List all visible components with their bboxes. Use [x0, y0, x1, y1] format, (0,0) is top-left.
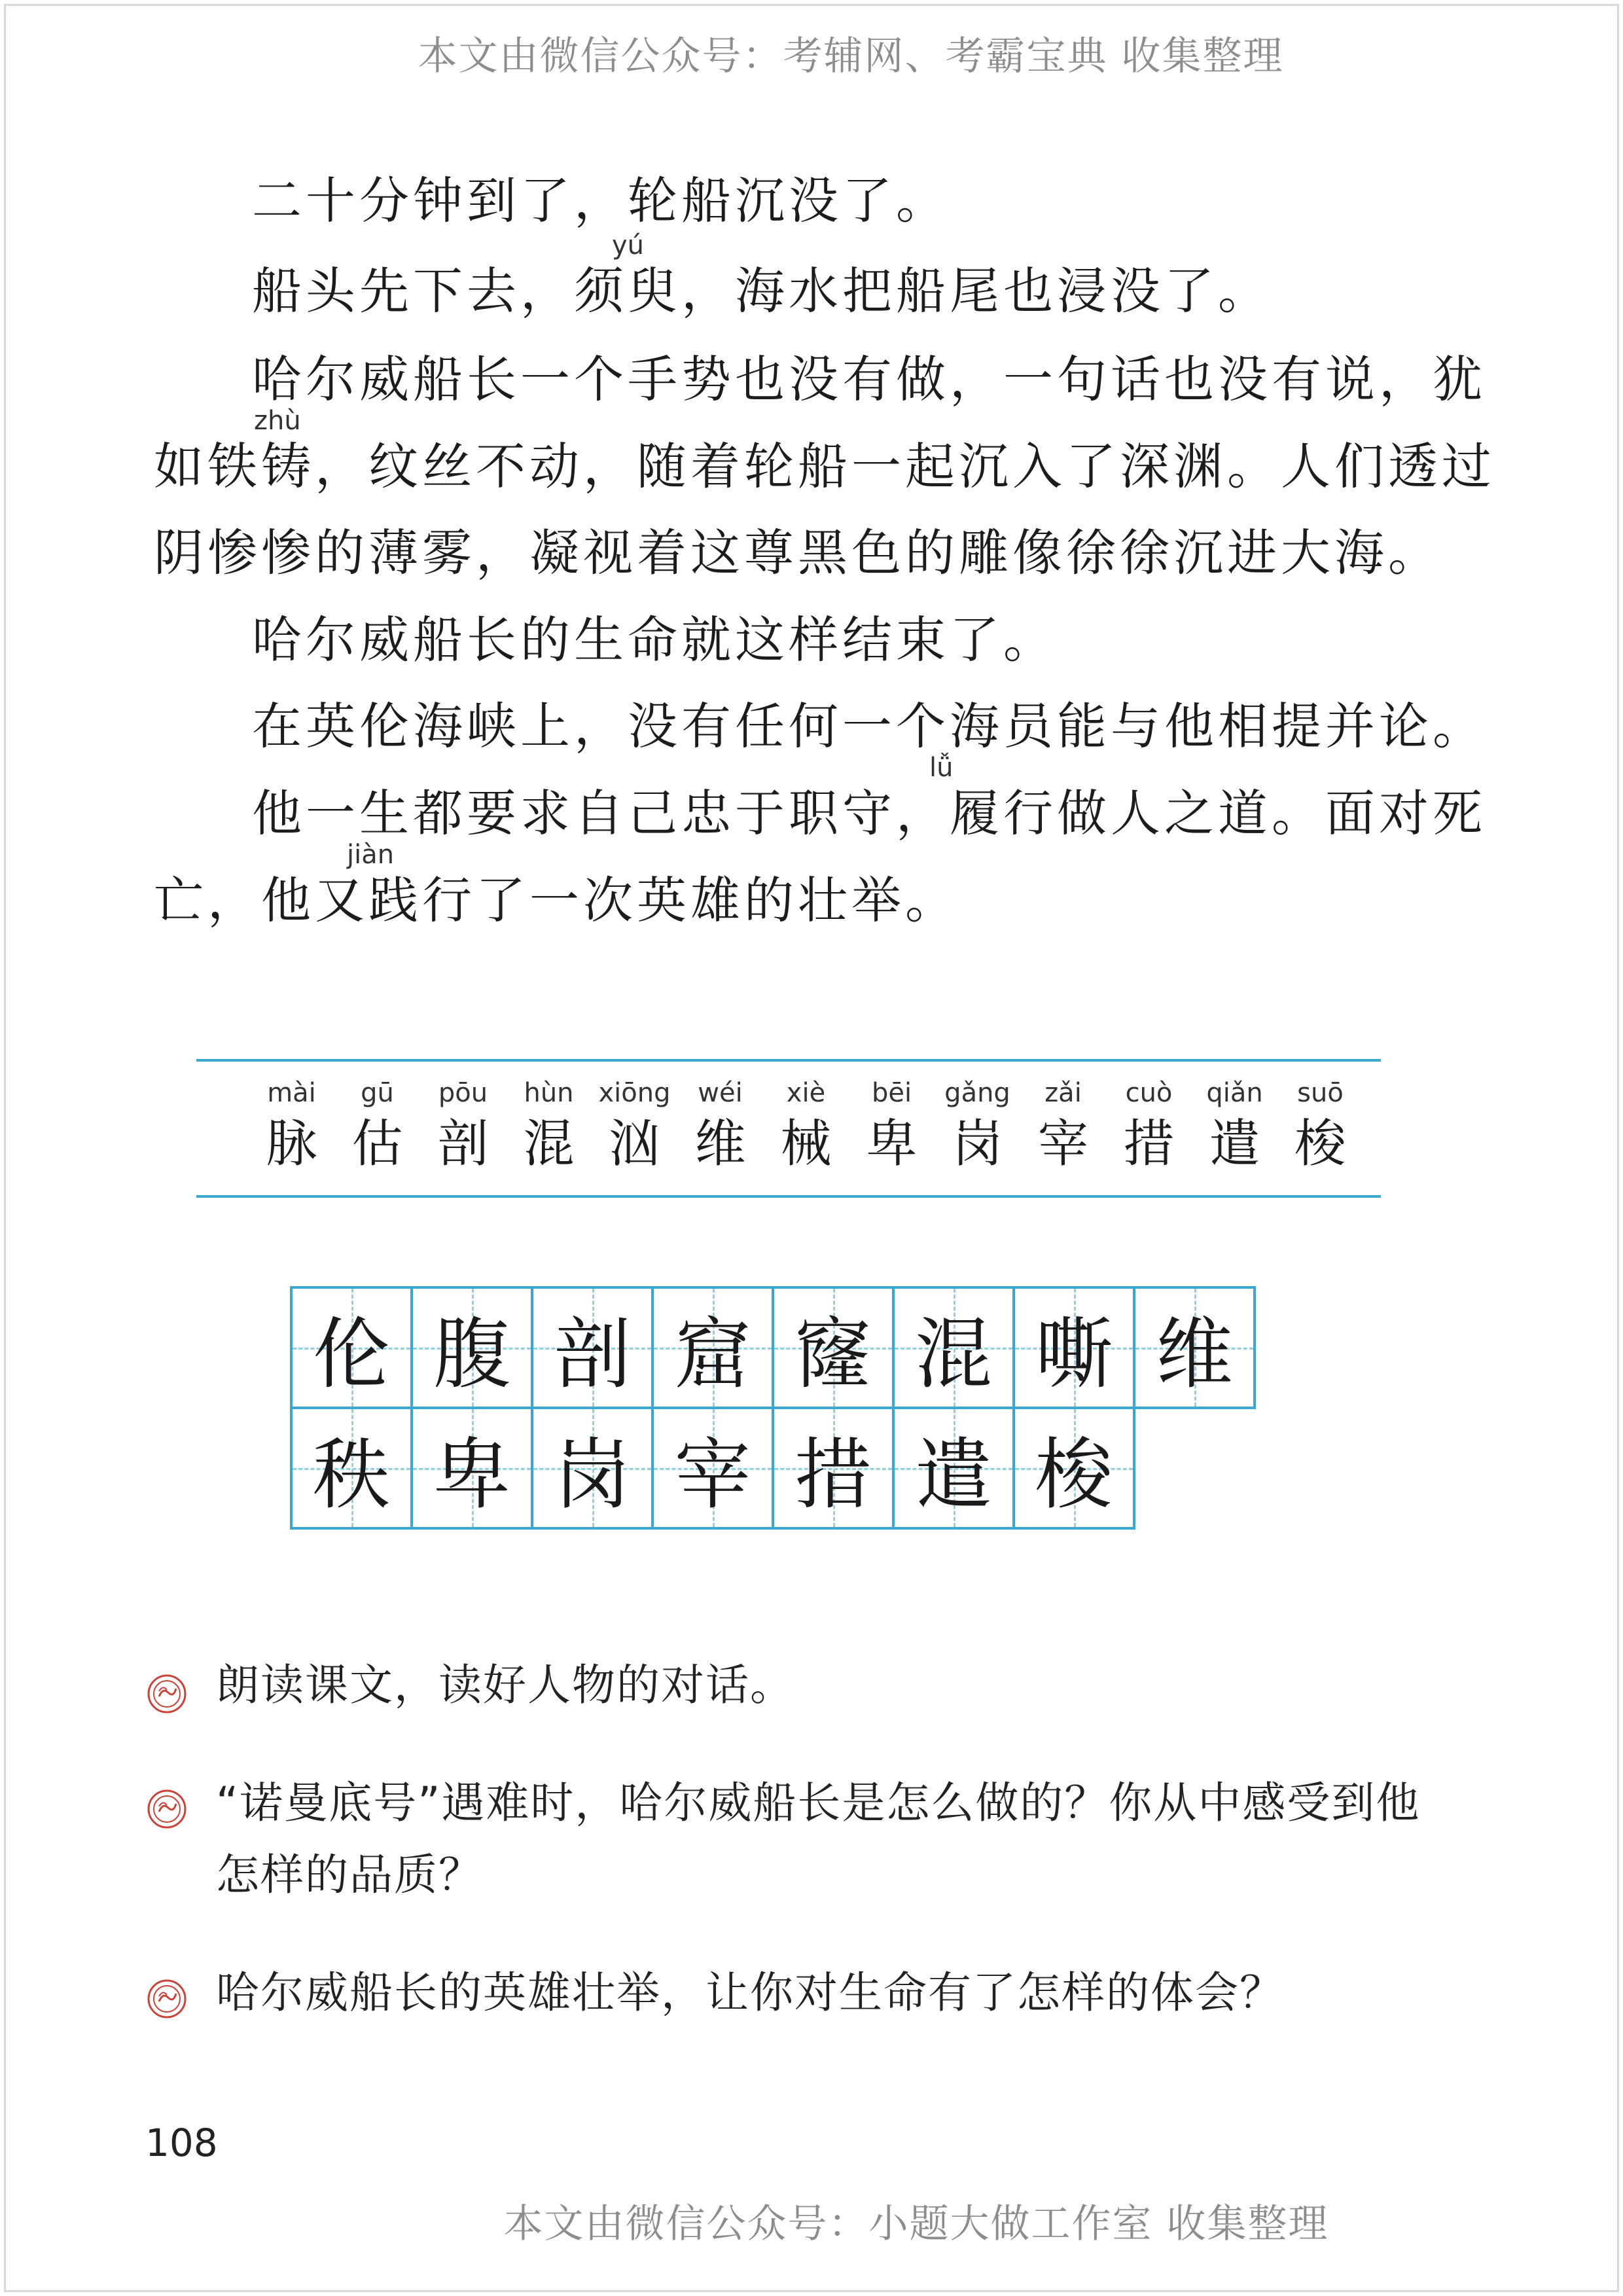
grid-cell: 伦: [290, 1286, 413, 1409]
pinyin-jian: jiàn: [347, 840, 395, 870]
text-line-3: 哈尔威船长一个手势也没有做，一句话也没有说，犹: [252, 350, 1486, 408]
grid-cell: 腹: [410, 1286, 533, 1409]
text-line-2: 船头先下去，须臾，海水把船尾也浸没了。: [252, 262, 1272, 320]
vocab-item: xiè 械: [780, 1078, 832, 1174]
grid-cell: 维: [1133, 1286, 1256, 1409]
grid-cell: 岗: [531, 1407, 654, 1530]
vocab-bottom-rule: [196, 1195, 1381, 1198]
vocab-item: pōu 剖: [437, 1078, 489, 1174]
vocab-list: [249, 1073, 1363, 1175]
grid-cell: 卑: [410, 1407, 533, 1530]
grid-cell: 嘶: [1012, 1286, 1135, 1409]
question-bullet-icon: [146, 1673, 188, 1715]
grid-cell: 秩: [290, 1407, 413, 1530]
grid-cell: 梭: [1012, 1407, 1135, 1530]
writing-grid-row-2: [290, 1407, 1135, 1530]
grid-cell: 窿: [772, 1286, 895, 1409]
vocab-item: wéi 维: [694, 1078, 746, 1174]
pinyin-lv: lǚ: [929, 753, 954, 783]
vocab-item: gǎng 岗: [944, 1078, 1010, 1174]
vocab-item: mài 脉: [266, 1078, 317, 1174]
page-number: 108: [145, 2121, 218, 2165]
grid-cell: 措: [772, 1407, 895, 1530]
vocab-item: gū 估: [351, 1078, 403, 1174]
text-line-4: 如铁铸，纹丝不动，随着轮船一起沉入了深渊。人们透过: [154, 437, 1495, 495]
writing-grid-row-1: [290, 1286, 1256, 1409]
text-line-6: 哈尔威船长的生命就这样结束了。: [252, 611, 1057, 669]
question-bullet-icon: [146, 1978, 188, 2020]
vocab-item: cuò 措: [1123, 1078, 1175, 1174]
vocab-item: xiōng 汹: [598, 1078, 671, 1174]
text-line-1: 二十分钟到了，轮船沉没了。: [252, 171, 950, 230]
text-line-9: 亡，他又践行了一次英雄的壮举。: [154, 871, 959, 929]
text-line-5: 阴惨惨的薄雾，凝视着这尊黑色的雕像徐徐沉进大海。: [154, 524, 1442, 582]
vocab-item: suō 梭: [1294, 1078, 1346, 1174]
vocab-item: zǎi 宰: [1037, 1078, 1089, 1174]
vocab-top-rule: [196, 1059, 1381, 1062]
grid-cell: 混: [892, 1286, 1015, 1409]
vocab-item: bēi 卑: [866, 1078, 918, 1174]
text-line-8: 他一生都要求自己忠于职守，履行做人之道。面对死: [252, 784, 1486, 842]
vocab-item: hùn 混: [523, 1078, 575, 1174]
pinyin-zhu: zhù: [254, 406, 301, 436]
grid-cell: 剖: [531, 1286, 654, 1409]
grid-cell: 窟: [651, 1286, 774, 1409]
question-1: 朗读课文，读好人物的对话。: [216, 1660, 794, 1710]
watermark-top: 本文由微信公众号：考辅网、考霸宝典 收集整理: [418, 33, 1284, 79]
question-2: “诺曼底号”遇难时，哈尔威船长是怎么做的？你从中感受到他怎样的品质？: [216, 1778, 1421, 1900]
question-3: 哈尔威船长的英雄壮举，让你对生命有了怎样的体会？: [216, 1967, 1284, 2018]
vocab-item: qiǎn 遣: [1206, 1078, 1263, 1174]
question-bullet-icon: [146, 1788, 188, 1830]
pinyin-yu: yú: [612, 230, 645, 260]
grid-cell: 宰: [651, 1407, 774, 1530]
text-line-7: 在英伦海峡上，没有任何一个海员能与他相提并论。: [252, 697, 1486, 755]
watermark-bottom: 本文由微信公众号：小题大做工作室 收集整理: [503, 2201, 1329, 2247]
grid-cell: 遣: [892, 1407, 1015, 1530]
